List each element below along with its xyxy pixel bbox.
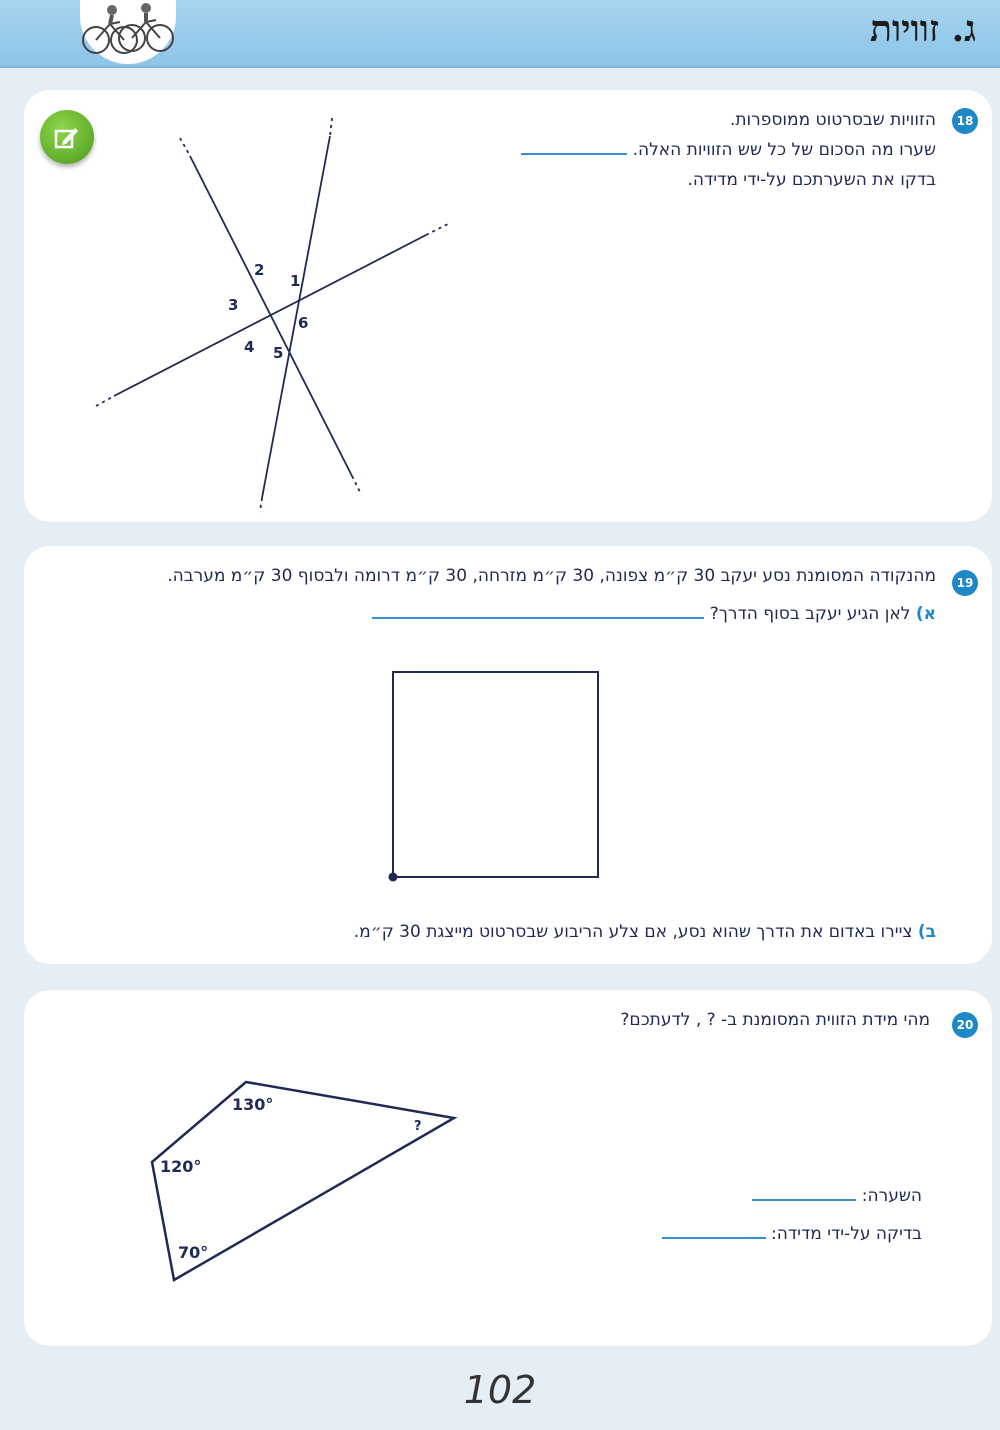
q19-part-a <box>372 604 936 624</box>
exercise-number-20: 20 <box>952 1012 978 1038</box>
intersecting-lines-figure <box>74 90 494 522</box>
q19-line1: מהנקודה המסומנת נסע יעקב 30 ק״מ צפונה, 30 ק״מ מזרחה, 30 ק״מ דרומה ולבסוף 30 ק״מ מערבה. <box>167 566 936 586</box>
q18-line2 <box>521 140 936 160</box>
guess-label: השערה: <box>861 1186 922 1206</box>
part-b-text: ציירו באדום את הדרך שהוא נסע, אם צלע הריבוע שבסרטוט מייצגת 30 ק״מ. <box>353 922 913 942</box>
answer-blank-19a[interactable] <box>372 613 704 619</box>
part-b-letter: ב) <box>917 922 936 942</box>
check-answer-blank[interactable] <box>662 1233 766 1239</box>
q20-guess <box>752 1186 922 1206</box>
exercise-19-card <box>24 546 992 964</box>
angle-label-5: 5 <box>273 344 284 362</box>
angle-label-1: 1 <box>290 272 301 290</box>
exercise-number-19: 19 <box>952 570 978 596</box>
chapter-header <box>0 0 1000 68</box>
part-a-text: לאן הגיע יעקב בסוף הדרך? <box>709 604 911 624</box>
angle-label-4: 4 <box>244 338 255 356</box>
check-label: בדיקה על-ידי מדידה: <box>771 1224 922 1244</box>
angle-label-6: 6 <box>298 314 309 332</box>
exercise-18-card <box>24 90 992 522</box>
square-map-figure <box>380 664 610 894</box>
exercise-20-card <box>24 990 992 1346</box>
q18-line2-text: שערו מה הסכום של כל שש הזוויות האלה. <box>632 140 936 160</box>
q18-line1: הזוויות שבסרטוט ממוספרות. <box>729 110 936 130</box>
angle-label-3: 3 <box>228 296 239 314</box>
angle-label-2: 2 <box>254 261 265 279</box>
chapter-title: ג. זוויות <box>869 8 976 50</box>
q20-question: מהי מידת הזווית המסומנת ב- ? , לדעתכם? <box>620 1010 930 1030</box>
angle-70: 70° <box>178 1243 209 1262</box>
angle-120: 120° <box>160 1157 202 1176</box>
quadrilateral-figure <box>144 1070 484 1300</box>
angle-unknown: ? <box>414 1119 422 1134</box>
q18-line3: בדקו את השערתכם על-ידי מדידה. <box>687 170 936 190</box>
cyclists-logo <box>80 0 176 64</box>
answer-blank-18[interactable] <box>521 149 627 155</box>
page-number: 102 <box>463 1368 537 1412</box>
q19-part-b <box>354 922 936 942</box>
part-a-letter: א) <box>915 604 936 624</box>
q20-check <box>662 1224 922 1244</box>
exercise-number-18: 18 <box>952 108 978 134</box>
start-point <box>389 873 398 882</box>
guess-answer-blank[interactable] <box>752 1195 856 1201</box>
angle-130: 130° <box>232 1095 274 1114</box>
